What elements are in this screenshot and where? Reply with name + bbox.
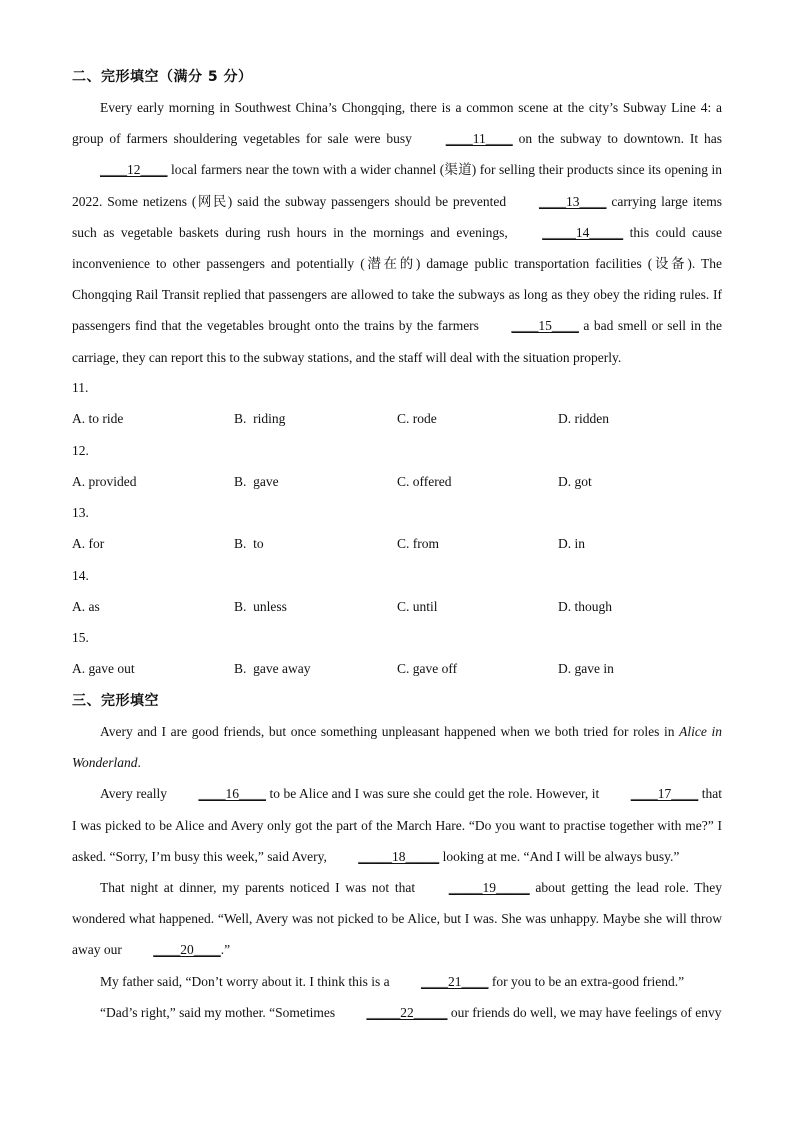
- section-2-heading: 二、完形填空（满分 5 分）: [72, 69, 253, 85]
- option-d[interactable]: D. got: [558, 473, 592, 489]
- answer-blank: _____18_____: [358, 848, 440, 864]
- passage-text: that I was picked to be Alice and Avery only got the part of the March Hare. “Do you want to practise together with me?” I asked. “Sorry, I’m busy this week,” said Avery,: [72, 786, 723, 864]
- passage-paragraph: [72, 966, 722, 997]
- answer-blank: ____17____: [630, 786, 699, 802]
- passage-text: looking at me. “And I will be always busy.”: [439, 848, 680, 864]
- question-number: 12.: [72, 442, 89, 458]
- option-c[interactable]: C. gave off: [397, 661, 458, 676]
- passage-text: That night at dinner, my parents noticed I was not that: [100, 880, 421, 896]
- passage-text: “Dad’s right,” said my mother. “Sometimes: [100, 1004, 339, 1020]
- question-number: 11.: [72, 380, 89, 395]
- passage-paragraph: [72, 92, 722, 373]
- passage-text: .: [137, 755, 141, 771]
- option-row: [72, 474, 752, 494]
- option-a[interactable]: A. gave out: [72, 661, 135, 676]
- answer-blank: _____14_____: [542, 224, 624, 240]
- option-b[interactable]: B. to: [234, 536, 264, 551]
- answer-blank: _____19_____: [448, 880, 530, 896]
- passage-text: this could cause inconvenience to other passengers and potentially (潜在的) damage public transportation facilities (设备). The Chongqing Rail Transit replied that passengers are allowed to take the subways as long as they obey the riding rules. If passengers find that the vegetables brought onto the trains by the farmers: [72, 224, 722, 334]
- option-c[interactable]: C. rode: [397, 411, 437, 426]
- passage-paragraph: [72, 997, 722, 1028]
- passage-text: carrying large items such as vegetable baskets during rush hours in the mornings and evenings,: [72, 193, 722, 240]
- option-row: [72, 411, 752, 431]
- option-a[interactable]: A. to ride: [72, 411, 124, 426]
- question-number: 15.: [72, 630, 89, 645]
- option-row: [72, 661, 752, 681]
- passage-text: Avery really: [100, 786, 171, 802]
- answer-blank: ____16____: [198, 786, 266, 802]
- passage-text: for you to be an extra-good friend.”: [488, 973, 685, 989]
- question-number: 14.: [72, 567, 89, 583]
- passage-text: a bad smell or sell in the carriage, they can report this to the subway stations, and the staff will deal with the situation properly.: [72, 318, 723, 365]
- passage-text: our friends do well, we may have feelings of envy: [447, 1004, 722, 1020]
- passage-paragraph: [72, 872, 722, 966]
- answer-blank: ____11____: [445, 131, 513, 147]
- answer-blank: ____15____: [511, 318, 579, 334]
- option-d[interactable]: D. in: [558, 536, 585, 551]
- option-d[interactable]: D. ridden: [558, 411, 609, 426]
- option-a[interactable]: A. as: [72, 598, 100, 614]
- section-3-passage: [72, 716, 722, 1028]
- passage-text: on the subway to downtown. It has: [512, 131, 722, 147]
- option-a[interactable]: A. provided: [72, 473, 137, 489]
- italic-title: Alice in Wonderland: [72, 724, 722, 771]
- passage-text: Avery and I are good friends, but once something unpleasant happened when we both tried for roles in: [100, 724, 680, 739]
- option-d[interactable]: D. though: [558, 598, 612, 614]
- answer-blank: ____13____: [538, 193, 607, 209]
- passage-text: to be Alice and I was sure she could get the role. However, it: [265, 786, 603, 802]
- answer-blank: ____20____: [153, 942, 221, 958]
- option-a[interactable]: A. for: [72, 536, 105, 551]
- option-row: [72, 536, 752, 556]
- answer-blank: ____12____: [100, 162, 168, 178]
- passage-paragraph: [72, 778, 722, 872]
- passage-text: .”: [220, 942, 231, 958]
- passage-text: local farmers near the town with a wider channel (渠道) for selling their products since its opening in 2022. Some netizens (网民) said the subway passengers should be prevented: [72, 162, 722, 209]
- option-c[interactable]: C. from: [397, 536, 439, 551]
- option-b[interactable]: B. gave: [234, 473, 279, 489]
- answer-blank: _____22_____: [366, 1004, 448, 1020]
- option-b[interactable]: B. riding: [234, 411, 286, 426]
- section-2-passage: [72, 92, 722, 373]
- passage-paragraph: [72, 716, 722, 778]
- section-3-heading: 三、完形填空: [72, 693, 159, 709]
- answer-blank: ____21____: [420, 973, 489, 989]
- option-row: [72, 599, 752, 619]
- passage-text: about getting the lead role. They wondered what happened. “Well, Avery was not picked to be Alice, but I was. She was unhappy. Maybe she will throw away our: [72, 880, 722, 958]
- option-c[interactable]: C. offered: [397, 473, 452, 489]
- passage-text: Every early morning in Southwest China’s Chongqing, there is a common scene at the city’s Subway Line 4: a group of farmers shouldering vegetables for sale were busy: [72, 100, 722, 147]
- option-b[interactable]: B. gave away: [234, 661, 311, 676]
- passage-text: My father said, “Don’t worry about it. I think this is a: [100, 973, 393, 989]
- option-d[interactable]: D. gave in: [558, 661, 614, 676]
- question-number: 13.: [72, 505, 89, 520]
- option-b[interactable]: B. unless: [234, 598, 287, 614]
- option-c[interactable]: C. until: [397, 598, 438, 614]
